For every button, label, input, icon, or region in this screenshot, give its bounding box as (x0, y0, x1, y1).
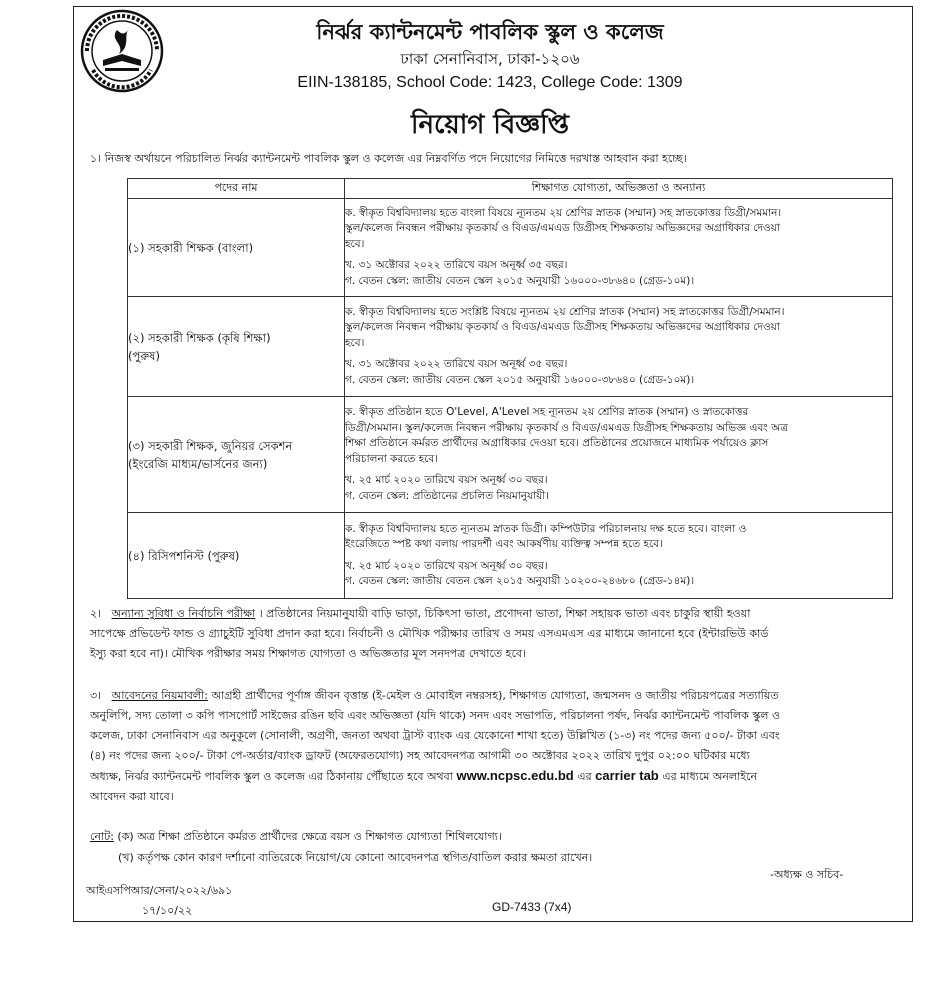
requirement-line: গ. বেতন স্কেল: জাতীয় বেতন স্কেল ২০১৫ অনুযায়ী ১৬০০০-৩৮৬৪০ (গ্রেড-১০ম)। (345, 274, 695, 287)
section-2-number: ২। (90, 607, 102, 620)
section-3-line (90, 766, 900, 787)
section-2-line: ইস্যু করা হবে না)। মৌখিক পরীক্ষার সময় শিক্ষাগত যোগ্যতা ও অভিজ্ঞতার মূল সনদপত্র দেখাতে হবে। (90, 647, 526, 660)
section-3-line: কলেজ, ঢাকা সেনানিবাস এর অনুকূলে (সোনালী, অগ্রণী, জনতা অথবা ট্রাস্ট ব্যাংক এর যেকোনো শাখা হতে) উল্লিখিত (১-৩) নং পদের জন্য ৫০০/- টাকা এবং (90, 729, 780, 742)
requirement-line: শিক্ষা প্রতিষ্ঠানে কর্মরত প্রার্থীদের অগ্রাধিকার দেওয়া হবে। প্রতিষ্ঠানের প্রয়োজনে মাধ্যমিক পর্যায়েও ক্লাস (345, 437, 769, 449)
section-1-text: ১। নিজস্ব অর্থায়নে পরিচালিত নির্ঝর ক্যান্টনমেন্ট পাবলিক স্কুল ও কলেজ এর নিম্নবর্ণিত পদে নিয়োগের নিমিত্তে দরখাস্ত আহবান করা হচ্ছে। (90, 152, 687, 165)
section-2-heading: অন্যান্য সুবিধা ও নির্বাচনি পরীক্ষা (111, 607, 256, 620)
post-name-line: (৩) সহকারী শিক্ষক, জুনিয়র সেকশন (128, 438, 293, 453)
note-text: (ক) অত্র শিক্ষা প্রতিষ্ঠানে কর্মরত প্রার্থীদের ক্ষেত্রে বয়স ও শিক্ষাগত যোগ্যতা শিথিলযোগ্য। (117, 830, 502, 843)
section-3-text: অধ্যক্ষ, নির্ঝর ক্যান্টনমেন্ট পাবলিক স্কুল ও কলেজ এর ঠিকানায় পৌঁছাতে হবে অথবা (90, 770, 453, 783)
requirements-cell (345, 513, 893, 599)
requirement-line: ক. স্বীকৃত বিশ্ববিদ্যালয় হতে ন্যূনতম স্নাতক ডিগ্রী। কম্পিউটার পরিচালনায় দক্ষ হতে হবে। বাংলা ও (345, 522, 747, 535)
requirement-line: হবে। (345, 237, 365, 250)
posts-table (127, 178, 893, 599)
section-3-line: আবেদন করা যাবে। (90, 790, 174, 803)
requirement-line: গ. বেতন স্কেল: জাতীয় বেতন স্কেল ২০১৫ অনুযায়ী ১৬০০০-৩৮৬৪০ (গ্রেড-১০ম)। (345, 373, 695, 386)
requirement-line: খ. ৩১ অক্টোবর ২০২২ তারিখে বয়স অনূর্ধ্ব ৩৫ বছর। (345, 358, 568, 371)
table-row (128, 199, 893, 297)
post-name-line: (৪) রিসিপশনিস্ট (পুরুষ) (128, 548, 240, 563)
post-name-line: (২) সহকারী শিক্ষক (কৃষি শিক্ষা) (128, 330, 271, 345)
requirement-line: গ. বেতন স্কেল: প্রতিষ্ঠানের প্রচলিত নিয়মানুযায়ী। (345, 489, 550, 502)
signature: -অধ্যক্ষ ও সচিব- (770, 868, 844, 881)
post-name-cell (128, 397, 345, 513)
post-name-cell (128, 297, 345, 397)
table-row (128, 397, 893, 513)
section-2-text: । প্রতিষ্ঠানের নিয়মানুযায়ী বাড়ি ভাড়া, চিকিৎসা ভাতা, প্রণোদনা ভাতা, শিক্ষা সহায়ক ভাতা এবং চাকুরি স্থায়ী হওয়া (258, 607, 751, 620)
section-3-heading: আবেদনের নিয়মাবলী: (111, 689, 208, 702)
section-3-line: (৪) নং পদের জন্য ২০০/- টাকা পে-অর্ডার/ব্যাংক ড্রাফট (অফেরতযোগ্য) সহ আবেদনপত্র আগামী ৩০ অক্টোবর ২০২২ তারিখ দুপুর ০২:০০ ঘটিকার মধ্যে (90, 749, 750, 762)
requirement-line: স্কুল/কলেজ নিবন্ধন পরীক্ষায় কৃতকার্য ও বিএড/এমএড ডিগ্রীসহ শিক্ষকতায় অভিজ্ঞদের অগ্রাধিকার দেওয়া (345, 222, 780, 235)
requirement-line: খ. ৩১ অক্টোবর ২০২২ তারিখে বয়স অনূর্ধ্ব ৩৫ বছর। (345, 259, 568, 272)
requirement-line: পরিচালনা করতে হবে। (345, 452, 438, 465)
notes (90, 826, 900, 868)
requirement-line: ইংরেজিতে স্পষ্ট কথা বলায় পারদর্শী এবং আকর্ষণীয় ব্যক্তিত্ব সম্পন্ন হতে হবে। (345, 538, 663, 550)
requirement-line: ডিগ্রী/সমমান। স্কুল/কলেজ নিবন্ধন পরীক্ষায় কৃতকার্য ও বিএড/এমএড ডিগ্রীসহ শিক্ষকতায় অভিজ্ঞ এবং অত্র (345, 421, 788, 434)
note-label: নোট: (90, 830, 114, 843)
section-3 (90, 686, 900, 807)
section-2 (90, 604, 900, 664)
section-3-line (90, 686, 900, 706)
school-logo (79, 8, 165, 94)
requirement-line: খ. ২৫ মার্চ ২০২০ তারিখে বয়স অনূর্ধ্ব ৩০ বছর। (345, 559, 548, 572)
school-name: নির্ঝর ক্যান্টনমেন্ট পাবলিক স্কুল ও কলেজ (316, 20, 664, 44)
table-row (128, 513, 893, 599)
note-line: (খ) কর্তৃপক্ষ কোন কারণ দর্শানো ব্যতিরেকে নিয়োগ/যে কোনো আবেদনপত্র স্থগিত/বাতিল করার ক্ষমতা রাখেন। (118, 851, 593, 864)
post-name-line: (ইংরেজি মাধ্যম/ভার্সনের জন্য) (128, 456, 268, 471)
requirement-line: ক. স্বীকৃত বিশ্ববিদ্যালয় হতে বাংলা বিষয়ে ন্যূনতম ২য় শ্রেণির স্নাতক (সম্মান) সহ স্নাতকোত্তর ডিগ্রী/সমমান। (345, 206, 782, 219)
requirements-cell (345, 397, 893, 513)
school-address: ঢাকা সেনানিবাস, ঢাকা-১২০৬ (400, 50, 580, 68)
gd-number: GD-7433 (7x4) (492, 900, 572, 914)
reference-number: আইএসপিআর/সেনা/২০২২/৬৯১ (86, 884, 233, 897)
post-name-line: (পুরুষ) (128, 348, 160, 363)
requirement-line: ক. স্বীকৃত বিশ্ববিদ্যালয় হতে সংশ্লিষ্ট বিষয়ে ন্যূনতম ২য় শ্রেণির স্নাতক (সম্মান) সহ স্নাতকোত্তর ডিগ্রী/সমমান। (345, 305, 785, 318)
table-header-row (128, 179, 893, 199)
requirement-line: হবে। (345, 336, 365, 349)
post-name-line: (১) সহকারী শিক্ষক (বাংলা) (128, 240, 254, 255)
requirement-line: খ. ২৫ মার্চ ২০২০ তারিখে বয়স অনূর্ধ্ব ৩০ বছর। (345, 474, 548, 486)
website-link[interactable]: www.ncpsc.edu.bd (456, 768, 574, 783)
section-3-text: আগ্রহী প্রার্থীদের পূর্ণাঙ্গ জীবন বৃত্তান্ত (ই-মেইল ও মোবাইল নম্বরসহ), শিক্ষাগত যোগ্যতা, জন্মসনদ ও জাতীয় পরিচয়পত্রের সত্যায়িত (211, 689, 779, 702)
section-3-text: এর (577, 770, 592, 783)
requirements-cell (345, 297, 893, 397)
school-codes: EIIN-138185, School Code: 1423, College Code: 1309 (297, 74, 683, 91)
requirement-line: ক. স্বীকৃত প্রতিষ্ঠান হতে O'Level, A'Level সহ ন্যূনতম ২য় শ্রেণির স্নাতক (সম্মান) ও স্নাতকোত্তর (345, 406, 749, 418)
requirements-cell (345, 199, 893, 297)
post-name-cell (128, 199, 345, 297)
section-2-line (90, 604, 900, 624)
section-3-text: এর মাধ্যমে অনলাইনে (662, 770, 758, 783)
requirement-line: গ. বেতন স্কেল: জাতীয় বেতন স্কেল ২০১৫ অনুযায়ী ১০২০০-২৪৬৮০ (গ্রেড-১৪ম)। (345, 575, 695, 587)
header-post-name: পদের নাম (128, 179, 345, 199)
notice-date: ১৭/১০/২২ (142, 904, 193, 917)
section-3-number: ৩। (90, 689, 102, 702)
notice-title: নিয়োগ বিজ্ঞপ্তি (411, 110, 569, 140)
section-2-line: সাপেক্ষে প্রভিডেন্ট ফান্ড ও গ্র্যাচুইটি সুবিধা প্রদান করা হবে। নির্বাচনী ও মৌখিক পরীক্ষার তারিখ ও সময় এসএমএস এর মাধ্যমে জানানো হবে (ইন্টারভিউ কার্ড (90, 627, 769, 640)
carrier-tab-link[interactable]: carrier tab (595, 768, 659, 783)
section-3-line: অনুলিপি, সদ্য তোলা ৩ কপি পাসপোর্ট সাইজের রঙিন ছবি এবং অভিজ্ঞতা (যদি থাকে) সনদ এবং সভাপতি, পরিচালনা পর্ষদ, নির্ঝর ক্যান্টনমেন্ট পাবলিক স্কুল ও (90, 709, 781, 722)
note-line (90, 826, 900, 847)
header-qualification: শিক্ষাগত যোগ্যতা, অভিজ্ঞতা ও অন্যান্য (345, 179, 893, 199)
post-name-cell (128, 513, 345, 599)
table-row (128, 297, 893, 397)
requirement-line: স্কুল/কলেজ নিবন্ধন পরীক্ষায় কৃতকার্য ও বিএড/এমএড ডিগ্রীসহ শিক্ষকতায় অভিজ্ঞদের অগ্রাধিকার দেওয়া (345, 321, 780, 334)
